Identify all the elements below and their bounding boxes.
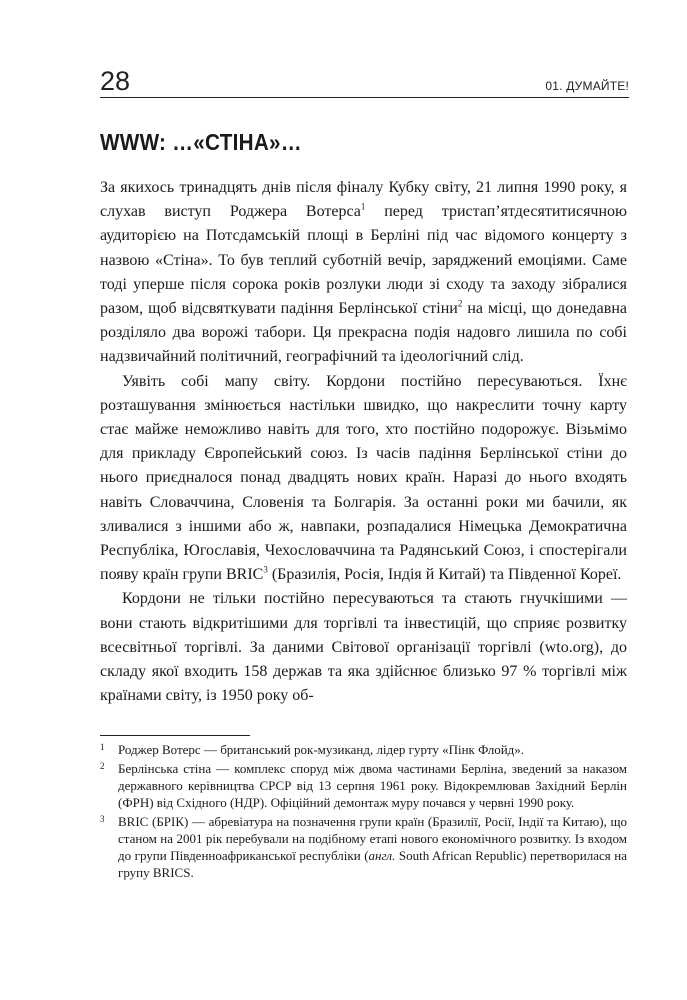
footnote-1 [100, 741, 627, 758]
footnote-marker-3: 3 [100, 814, 105, 824]
paragraph-3: Кордони не тільки постійно пересуваються та стають гнучкішими — вони стають відкритішими для торгівлі та інвестицій, що сприяє розвитку всесвітньої торгівлі. За даними Світової організації торгівлі (wto.org), до складу якої входить 158 держав та яка здійснює близько 97 % торгівлі між країнами світу, із 1950 року об- [100, 590, 627, 705]
footnote-3 [100, 813, 627, 881]
chapter-heading: WWW: …«СТІНА»… [100, 129, 302, 155]
footnote-ref-3[interactable]: 3 [263, 564, 268, 575]
footnote-ref-1[interactable]: 1 [360, 201, 366, 212]
footnote-text-3-part-b: South African Republic) перетворилася на групу BRICS. [118, 848, 627, 880]
footnotes [100, 741, 627, 883]
paragraph-2-part-b: (Бразилія, Росія, Індія й Китай) та Південної Кореї. [267, 566, 622, 584]
footnote-2 [100, 760, 627, 811]
paragraph-2-part-a: Уявіть собі мапу світу. Кордони постійно пересуваються. Їхнє розташування змінюється настільки швидко, що накреслити точну карту стає майже неможливо навіть для того, хто постійно подорожує. Візьмімо для прикладу Європейський союз. Із часів падіння Берлінської стіни до нього приєдналося понад двадцять нових країн. Наразі до нього входять навіть Словаччина, Словенія та Болгарія. За останні роки ми бачили, як зливалися з іншими або ж, навпаки, розпадалися Німецька Демократична Республіка, Югославія, Чехословаччина та Радянський Союз, і спостерігали появу країн групи BRIC [100, 372, 627, 584]
paragraph-2 [100, 370, 627, 588]
paragraph-1 [100, 176, 627, 370]
header-rule [100, 97, 629, 98]
paragraph-1-part-b: перед тристап’ятдесятитисячною аудиторією на Потсдамській площі в Берліні під час відомого концерту з назвою «Стіна». То був теплий суботній вечір, заряджений емоціями. Саме тоді уперше після сорока років розлуки люди зі сходу та заходу зібралися разом, щоб відсвяткувати падіння Берлінської стіни [100, 203, 627, 318]
body-text [100, 176, 627, 708]
paragraph-1-part-c: на місці, що донедавна розділяло два ворожі табори. Ця прекрасна подія надовго лишила по собі надзвичайний політичний, географічний та ідеологічний слід. [100, 300, 628, 366]
footnote-text-3-part-a: BRIC (БРІК) — абревіатура на позначення групи країн (Бразилії, Росії, Індії та Китаю), що станом на 2001 рік перебували на подібному етапі нового економічного розвитку. Із входом до групи Південноафриканської республіки ( [118, 814, 627, 863]
footnote-rule [100, 735, 250, 736]
paragraph-1-part-a: За якихось тринадцять днів після фіналу Кубку світу, 21 липня 1990 року, я слухав виступ Роджера Вотерса [100, 179, 627, 221]
footnote-text-3-abbrev: англ. [368, 848, 396, 863]
footnote-text-3 [118, 813, 627, 881]
footnote-marker-1: 1 [100, 742, 105, 752]
footnote-ref-2[interactable]: 2 [457, 298, 463, 309]
page-number: 28 [100, 66, 131, 96]
footnote-text-1: Роджер Вотерс — британський рок-музиканд, лідер гурту «Пінк Флойд». [118, 742, 525, 757]
footnote-text-2: Берлінська стіна — комплекс споруд між двома частинами Берліна, зведений за наказом державного керівництва СРСР від 13 серпня 1961 року. Відокремлював Західний Берлін (ФРН) від Східного (НДР). Офіційний демонтаж муру почався у червні 1990 року. [118, 761, 627, 810]
running-head: 01. ДУМАЙТЕ! [545, 79, 629, 93]
footnote-marker-2: 2 [100, 761, 105, 771]
